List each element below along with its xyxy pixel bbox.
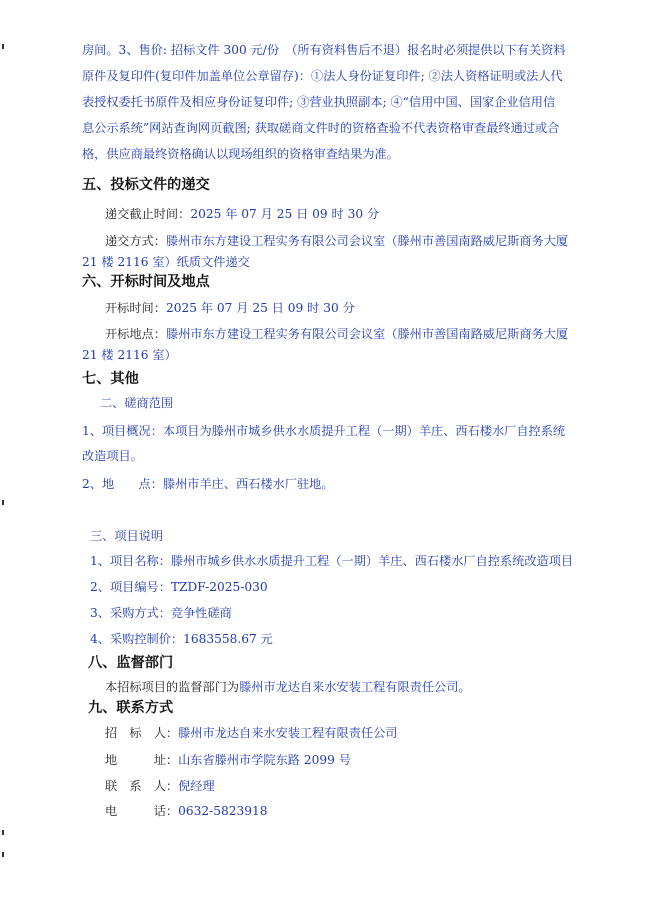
deadline-row <box>105 206 379 222</box>
deadline-value: 2025 年 07 月 25 日 09 时 30 分 <box>190 207 380 221</box>
submission-method-label: 递交方式： <box>105 234 166 248</box>
supervision-value: 滕州市龙达自来水安装工程有限责任公司。 <box>239 680 471 694</box>
opening-time-row <box>105 300 355 316</box>
opening-time-value: 2025 年 07 月 25 日 09 时 30 分 <box>165 301 355 315</box>
control-price-line: 4、采购控制价：1683558.67 元 <box>90 632 273 646</box>
contact-address-label: 地 址： <box>105 753 179 767</box>
project-description-heading: 三、项目说明 <box>90 529 164 543</box>
margin-mark <box>2 500 4 505</box>
opening-place-continued: 21 楼 2116 室） <box>82 348 177 362</box>
contact-person-row <box>105 778 215 794</box>
project-location: 2、地 点：滕州市羊庄、西石楼水厂驻地。 <box>82 477 334 491</box>
contact-person-label: 联 系 人： <box>105 779 179 793</box>
submission-method-continued: 21 楼 2116 室）纸质文件递交 <box>82 255 250 269</box>
deadline-label: 递交截止时间： <box>105 207 191 221</box>
supervision-text <box>105 679 471 695</box>
contact-tenderer-label: 招 标 人： <box>105 726 179 740</box>
contact-phone-value: 0632-5823918 <box>178 804 268 818</box>
opening-time-label: 开标时间： <box>105 301 166 315</box>
opening-place-label: 开标地点： <box>105 327 166 341</box>
project-name-line: 1、项目名称：滕州市城乡供水水质提升工程（一期）羊庄、西石楼水厂自控系统改造项目 <box>90 554 574 568</box>
procurement-method-line: 3、采购方式：竞争性磋商 <box>90 606 232 620</box>
margin-mark <box>2 44 4 49</box>
body-line-1: 房间。3、售价: 招标文件 300 元/份 （所有资料售后不退）报名时必须提供以下有关资料 <box>82 43 566 57</box>
section-9-heading: 九、联系方式 <box>88 700 174 716</box>
opening-place-row <box>105 326 568 342</box>
project-number-line: 2、项目编号：TZDF-2025-030 <box>90 580 268 594</box>
contact-address-row <box>105 752 351 768</box>
section-5-heading: 五、投标文件的递交 <box>82 177 210 193</box>
contact-tenderer-value: 滕州市龙达自来水安装工程有限责任公司 <box>178 726 398 740</box>
margin-mark <box>2 852 4 857</box>
project-overview: 1、项目概况：本项目为滕州市城乡供水水质提升工程（一期）羊庄、西石楼水厂自控系统 <box>82 424 566 438</box>
contact-phone-row <box>105 803 268 819</box>
section-7-heading: 七、其他 <box>82 371 139 387</box>
body-line-2: 原件及复印件(复印件加盖单位公章留存)：①法人身份证复印件; ②法人资格证明或法人代 <box>82 69 563 83</box>
section-8-heading: 八、监督部门 <box>88 655 174 671</box>
project-overview-continued: 改造项目。 <box>82 449 143 463</box>
submission-method-value: 滕州市东方建设工程实务有限公司会议室（滕州市善国南路威尼斯商务大厦 <box>165 234 569 248</box>
body-line-3: 表授权委托书原件及相应身份证复印件; ③营业执照副本; ④“信用中国、国家企业信用信 <box>82 95 556 109</box>
supervision-prefix: 本招标项目的监督部门为 <box>105 680 240 694</box>
margin-mark <box>2 830 4 835</box>
negotiation-scope-heading: 二、磋商范围 <box>100 396 174 410</box>
contact-tenderer-row <box>105 725 398 741</box>
body-line-5: 格，供应商最终资格确认以现场组织的资格审查结果为准。 <box>82 147 399 161</box>
section-6-heading: 六、开标时间及地点 <box>82 274 210 290</box>
contact-person-value: 倪经理 <box>178 779 215 793</box>
opening-place-value: 滕州市东方建设工程实务有限公司会议室（滕州市善国南路威尼斯商务大厦 <box>165 327 569 341</box>
body-line-4: 息公示系统”网站查询网页截图; 获取磋商文件时的资格查验不代表资格审查最终通过或合 <box>82 121 560 135</box>
contact-phone-label: 电 话： <box>105 804 179 818</box>
contact-address-value: 山东省滕州市学院东路 2099 号 <box>178 753 351 767</box>
submission-method-row <box>105 233 568 249</box>
